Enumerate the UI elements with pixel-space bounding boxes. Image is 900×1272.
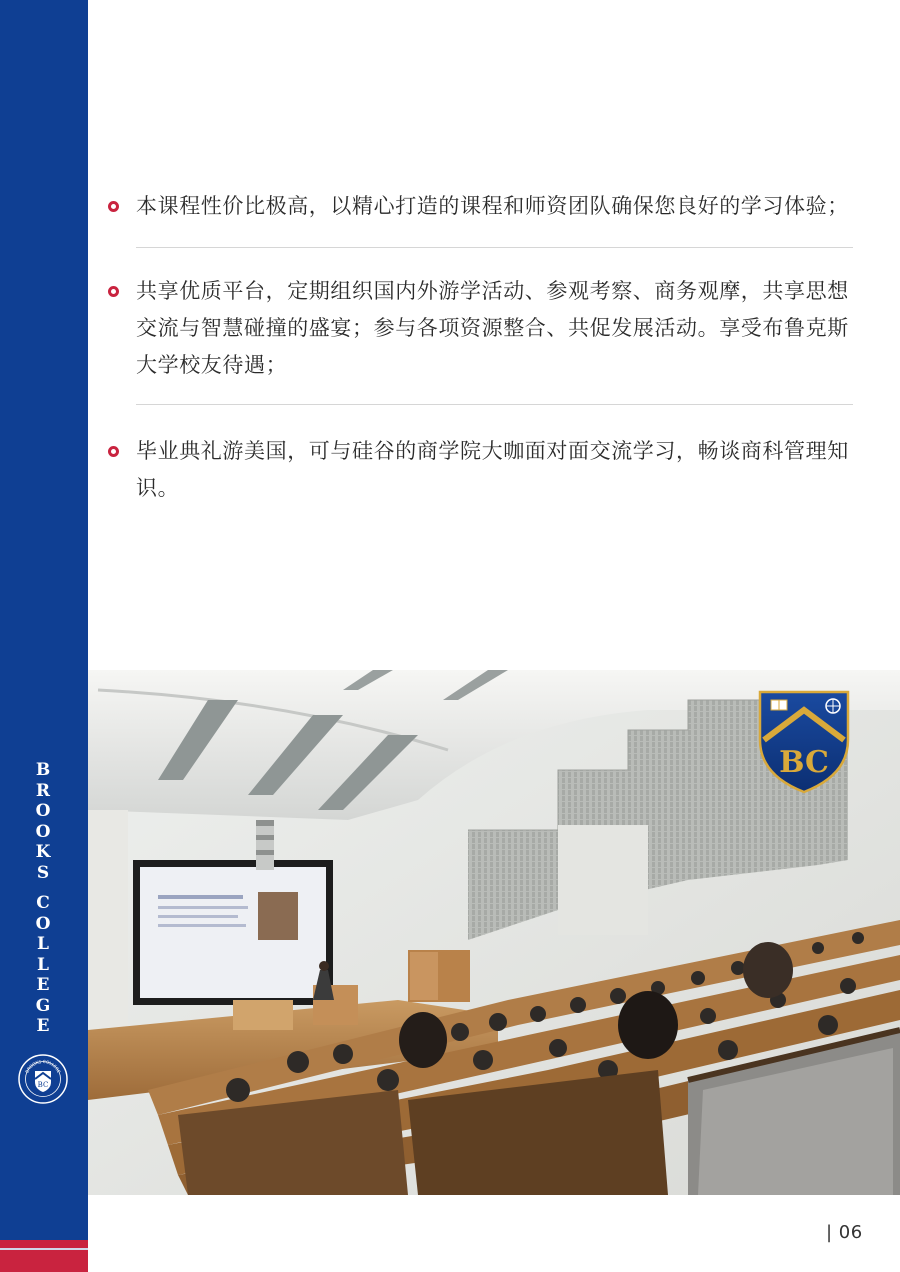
svg-text:BROOKS COLLEGE: BROOKS COLLEGE [24,1058,62,1074]
vertical-name-letter: E [36,1016,50,1036]
sidebar-stripe-bottom [0,1250,88,1272]
sidebar-stripe-top [0,1240,88,1248]
list-item-text: 本课程性价比极高，以精心打造的课程和师资团队确保您良好的学习体验； [136,194,849,218]
divider [136,247,853,248]
vertical-name-letter: S [36,862,50,883]
vertical-name-letter: L [37,934,49,954]
lecture-hall-photo [88,670,900,1195]
vertical-name-letter: O [35,821,51,842]
list-item [108,188,853,247]
vertical-name-letter: O [35,801,51,821]
vertical-name-letter: B [35,760,51,780]
vertical-name-letter: R [35,780,51,801]
list-item [108,273,853,404]
vertical-name-letter: L [37,954,49,975]
bullet-ring-icon [108,201,119,212]
list-item-text: 毕业典礼游美国，可与硅谷的商学院大咖面对面交流学习，畅谈商科管理知识。 [136,439,849,500]
list-item [108,433,853,507]
vertical-name-letter: G [35,995,51,1016]
vertical-name-letter: O [35,913,51,934]
bullet-ring-icon [108,286,119,297]
svg-text:BC: BC [779,745,829,780]
divider [136,404,853,405]
vertical-name-letter: K [35,842,51,862]
vertical-name-letter: E [36,975,50,995]
svg-text:BC: BC [37,1081,49,1089]
vertical-college-name [30,760,56,1037]
list-item-text: 共享优质平台，定期组织国内外游学活动、参观考察、商务观摩，共享思想交流与智慧碰撞的盛宴；参与各项资源整合、共促发展活动。享受布鲁克斯大学校友待遇； [136,279,849,377]
page-number: | 06 [826,1222,863,1243]
college-seal-icon [18,1054,68,1104]
benefits-list [108,188,853,507]
vertical-name-letter: C [36,893,50,913]
bullet-ring-icon [108,446,119,457]
